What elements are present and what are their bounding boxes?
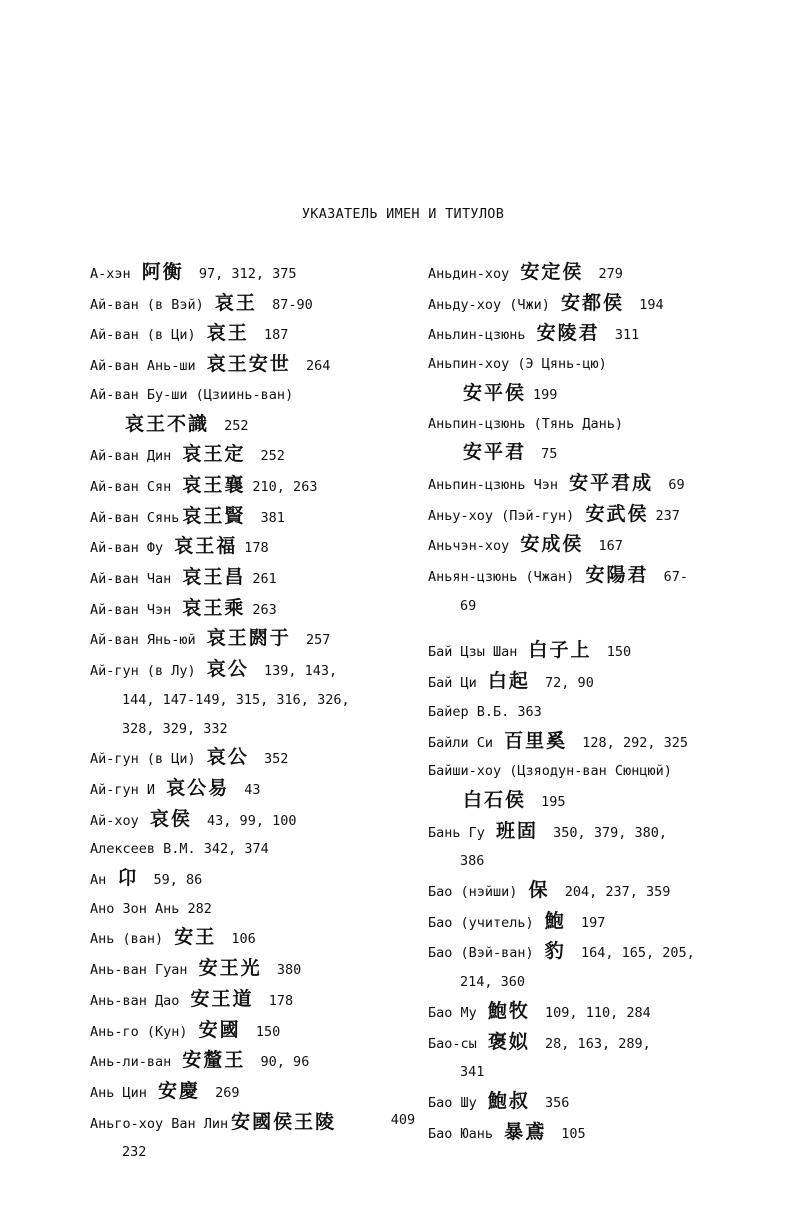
index-entry-continuation: [428, 379, 758, 410]
entry-name: Аньлин-цзюнь: [428, 327, 534, 344]
entry-name: Ай-ван (в Ци): [90, 327, 204, 344]
index-entry: [428, 817, 758, 848]
index-entry: [428, 289, 758, 320]
entry-name: 214, 360: [460, 974, 526, 991]
entry-chinese-characters: 哀王不識: [125, 412, 210, 435]
entry-page-refs: 75: [533, 446, 558, 463]
entry-chinese-characters: 哀公: [206, 746, 249, 769]
entry-name: Аньпин-хоу (Э Цянь-цю): [428, 356, 607, 373]
index-entry: [428, 937, 758, 968]
entry-name: Байер В.Б. 363: [428, 703, 542, 720]
entry-name: Ай-ван Дин: [90, 448, 180, 465]
entry-page-refs: 164, 165, 205,: [572, 945, 695, 962]
index-entry: [428, 530, 758, 561]
index-entry-continuation: [428, 968, 758, 997]
index-entry: [90, 624, 430, 655]
entry-name: Ай-ван Янь-юй: [90, 632, 204, 649]
entry-name: 328, 329, 332: [122, 720, 228, 737]
entry-page-refs: 269: [207, 1084, 240, 1101]
entry-chinese-characters: 哀王賢: [182, 504, 246, 527]
entry-page-refs: 69: [660, 476, 685, 493]
entry-chinese-characters: 安國: [198, 1018, 241, 1041]
index-entry: [428, 319, 758, 350]
index-entry: [428, 636, 758, 667]
entry-page-refs: 204, 237, 359: [556, 884, 671, 901]
entry-chinese-characters: 哀公: [206, 658, 249, 681]
entry-name: Ань (ван): [90, 931, 172, 948]
entry-name: 69: [460, 597, 477, 614]
entry-name: Аньпин-цзюнь (Тянь Дань): [428, 415, 624, 432]
index-entry-continuation: [90, 686, 430, 715]
index-entry: [428, 469, 758, 500]
index-entry: [90, 923, 430, 954]
entry-chinese-characters: 鮑: [544, 909, 566, 932]
entry-chinese-characters: 白石侯: [463, 788, 527, 811]
index-entry-continuation: [428, 847, 758, 876]
entry-page-refs: 128, 292, 325: [574, 734, 688, 751]
entry-chinese-characters: 哀公易: [166, 776, 230, 799]
entry-page-refs: 109, 110, 284: [536, 1004, 651, 1021]
entry-chinese-characters: 安武侯: [585, 502, 649, 525]
entry-page-refs: 67-: [655, 569, 688, 586]
entry-page-refs: 59, 86: [145, 872, 203, 889]
entry-page-refs: 352: [255, 751, 289, 768]
entry-page-refs: 261: [252, 571, 277, 588]
index-entry: [90, 532, 430, 563]
index-entry: [90, 289, 430, 320]
entry-chinese-characters: 班固: [496, 819, 539, 842]
entry-chinese-characters: 褒姒: [487, 1030, 530, 1053]
entry-page-refs: 72, 90: [536, 675, 594, 692]
index-entry: [90, 1046, 430, 1077]
entry-name: Аньу-хоу (Пэй-гун): [428, 507, 583, 524]
entry-name: Байши-хоу (Цзяодун-ван Сюнцюй): [428, 763, 672, 780]
index-entry: [90, 1016, 430, 1047]
index-entry: [428, 667, 758, 698]
index-entry: [428, 727, 758, 758]
index-entry: [90, 563, 430, 594]
entry-page-refs: 252: [216, 417, 249, 434]
entry-name: Аньпин-цзюнь Чэн: [428, 476, 567, 493]
entry-name: Бао Шу: [428, 1094, 485, 1111]
entry-name: Ань Цин: [90, 1084, 156, 1101]
entry-page-refs: 264: [297, 358, 331, 375]
index-entry: [90, 440, 430, 471]
entry-page-refs: 195: [533, 793, 566, 810]
entry-page-refs: 252: [252, 448, 285, 465]
index-entry-continuation: [428, 786, 758, 817]
entry-chinese-characters: 安定侯: [520, 261, 584, 283]
entry-chinese-characters: 鮑叔: [487, 1089, 530, 1112]
entry-chinese-characters: 卬: [117, 867, 139, 890]
index-entry: [428, 500, 758, 531]
entry-chinese-characters: 安國侯王陵: [231, 1110, 337, 1133]
entry-chinese-characters: 安王光: [198, 957, 262, 980]
index-entry: [90, 1077, 430, 1108]
entry-chinese-characters: 哀王襄: [182, 473, 246, 496]
entry-page-refs: 356: [536, 1094, 570, 1111]
index-entry: [90, 805, 430, 836]
entry-page-refs: 178: [260, 992, 294, 1009]
entry-page-refs: 150: [598, 644, 632, 661]
page-number: 409: [390, 1112, 416, 1128]
entry-name: 232: [122, 1144, 147, 1161]
entry-chinese-characters: 安平侯: [463, 381, 527, 404]
index-entry: [428, 698, 758, 727]
index-entry-continuation: [90, 715, 430, 744]
entry-name: Ай-ван Ань-ши: [90, 358, 204, 375]
entry-name: Аньго-хоу Ван Лин: [90, 1115, 229, 1132]
entry-name: 341: [460, 1064, 485, 1081]
index-entry-continuation: [90, 410, 430, 441]
index-entry: [90, 743, 430, 774]
index-entry: [90, 319, 430, 350]
entry-name: Аньду-хоу (Чжи): [428, 296, 559, 313]
index-entry: [90, 985, 430, 1016]
entry-chinese-characters: 哀王定: [182, 443, 246, 466]
entry-chinese-characters: 安王道: [190, 987, 254, 1010]
entry-page-refs: 187: [255, 327, 289, 344]
entry-chinese-characters: 保: [528, 879, 550, 902]
entry-page-refs: 257: [297, 632, 331, 649]
entry-name: Бай Цзы Шан: [428, 644, 526, 661]
index-entry: [90, 502, 430, 533]
entry-page-refs: 105: [553, 1125, 586, 1142]
index-entry: [90, 835, 430, 864]
entry-page-refs: 90, 96: [252, 1054, 310, 1071]
entry-name: Алексеев В.М. 342, 374: [90, 841, 269, 858]
index-entry-continuation: [428, 592, 758, 621]
entry-page-refs: 150: [247, 1023, 281, 1040]
entry-page-refs: 350, 379, 380,: [545, 824, 667, 841]
entry-chinese-characters: 安陵君: [536, 322, 600, 345]
entry-name: Ай-ван Фу: [90, 540, 172, 557]
entry-chinese-characters: 哀王閼于: [206, 627, 291, 650]
entry-name: Бай Ци: [428, 675, 485, 692]
entry-name: Ай-гун (в Лу): [90, 663, 204, 680]
entry-name: Ай-ван Чан: [90, 571, 180, 588]
entry-name: Бао (нэйши): [428, 884, 526, 901]
index-entry-continuation: [428, 1058, 758, 1087]
entry-chinese-characters: 哀王: [206, 322, 249, 345]
entry-name: 144, 147-149, 315, 316, 326,: [122, 691, 350, 708]
entry-page-refs: 97, 312, 375: [190, 266, 297, 282]
index-entry: [90, 655, 430, 686]
entry-page-refs: 87-90: [263, 296, 313, 313]
entry-name: Ань-ли-ван: [90, 1054, 180, 1071]
entry-chinese-characters: 安平君: [463, 441, 527, 464]
entry-name: Байли Си: [428, 734, 502, 751]
index-entry: [90, 774, 430, 805]
index-entry: [428, 561, 758, 592]
entry-name: Ай-гун И: [90, 781, 164, 798]
index-column-right: [428, 258, 758, 1148]
entry-name: Бао (учитель): [428, 914, 542, 931]
entry-name: Ань-ван Дао: [90, 992, 188, 1009]
index-entry: [428, 1028, 758, 1059]
index-column-left: [90, 258, 430, 1167]
entry-chinese-characters: 阿衡: [141, 261, 184, 283]
entry-chinese-characters: 百里奚: [504, 729, 568, 752]
entry-chinese-characters: 安王: [174, 926, 217, 949]
entry-page-refs: 237: [655, 507, 680, 524]
entry-name: Бань Гу: [428, 824, 494, 841]
entry-chinese-characters: 鮑牧: [487, 999, 530, 1022]
entry-chinese-characters: 安都侯: [561, 291, 625, 314]
index-entry: [90, 258, 430, 289]
index-entry: [90, 350, 430, 381]
index-entry: [90, 381, 430, 410]
index-entry: [90, 864, 430, 895]
entry-chinese-characters: 安釐王: [182, 1049, 246, 1072]
entry-name: Ай-ван Сян: [90, 478, 180, 495]
entry-page-refs: 197: [572, 914, 606, 931]
index-entry: [90, 594, 430, 625]
index-entry: [90, 954, 430, 985]
entry-page-refs: 279: [590, 266, 623, 282]
entry-page-refs: 28, 163, 289,: [536, 1035, 651, 1052]
entry-name: Ань-ван Гуан: [90, 962, 196, 979]
entry-name: Ань-го (Кун): [90, 1023, 196, 1040]
entry-name: Аньян-цзюнь (Чжан): [428, 569, 583, 586]
entry-name: Ан: [90, 872, 115, 889]
entry-chinese-characters: 哀王昌: [182, 566, 246, 589]
entry-name: Ай-ван Бу-ши (Цзиинь-ван): [90, 386, 294, 403]
entry-page-refs: 199: [533, 386, 558, 403]
index-entry: [428, 907, 758, 938]
index-entry-continuation: [428, 438, 758, 469]
index-entry: [90, 895, 430, 924]
section-gap: [428, 620, 758, 636]
index-entry: [428, 997, 758, 1028]
entry-name: Аньдин-хоу: [428, 266, 518, 282]
entry-page-refs: 106: [223, 931, 256, 948]
entry-name: Бао Му: [428, 1004, 485, 1021]
entry-page-refs: 139, 143,: [255, 663, 338, 680]
entry-page-refs: 210, 263: [252, 478, 318, 495]
entry-chinese-characters: 暴鳶: [504, 1120, 547, 1143]
index-entry-continuation: [90, 1138, 430, 1167]
entry-name: Ай-хоу: [90, 812, 147, 829]
entry-name: Ай-ван (в Вэй): [90, 296, 212, 313]
entry-chinese-characters: 豹: [544, 940, 566, 963]
entry-chinese-characters: 哀王福: [174, 535, 238, 558]
entry-chinese-characters: 哀侯: [149, 807, 192, 830]
index-entry: [428, 410, 758, 439]
entry-chinese-characters: 白子上: [528, 639, 592, 662]
entry-page-refs: 381: [252, 509, 285, 526]
entry-chinese-characters: 安成侯: [520, 533, 584, 556]
entry-page-refs: 380: [268, 962, 302, 979]
entry-name: Ай-гун (в Ци): [90, 751, 204, 768]
entry-name: Бао-сы: [428, 1035, 485, 1052]
index-entry: [428, 876, 758, 907]
entry-name: Ано Зон Ань 282: [90, 900, 212, 917]
entry-chinese-characters: 哀王: [214, 291, 257, 314]
index-entry: [428, 350, 758, 379]
entry-page-refs: 311: [606, 327, 640, 344]
entry-chinese-characters: 安慶: [158, 1079, 201, 1102]
entry-page-refs: 194: [631, 296, 664, 313]
entry-page-refs: 167: [590, 538, 623, 555]
index-entry: [428, 757, 758, 786]
entry-name: Бао (Вэй-ван): [428, 945, 542, 962]
entry-chinese-characters: 白起: [487, 670, 530, 693]
entry-page-refs: 178: [244, 540, 269, 557]
entry-name: Ай-ван Чэн: [90, 601, 180, 618]
entry-name: А-хэн: [90, 266, 139, 282]
entry-name: Аньчэн-хоу: [428, 538, 518, 555]
entry-chinese-characters: 哀王安世: [206, 353, 291, 376]
entry-name: Бао Юань: [428, 1125, 502, 1142]
entry-page-refs: 43: [236, 781, 261, 798]
entry-page-refs: 263: [252, 601, 277, 618]
entry-chinese-characters: 安陽君: [585, 564, 649, 587]
page-title: УКАЗАТЕЛЬ ИМЕН И ТИТУЛОВ: [301, 206, 505, 222]
entry-name: 386: [460, 853, 485, 870]
entry-name: Ай-ван Сянь: [90, 509, 180, 526]
index-entry: [428, 258, 758, 289]
index-entry: [90, 471, 430, 502]
entry-page-refs: 43, 99, 100: [198, 812, 297, 829]
entry-chinese-characters: 安平君成: [569, 471, 654, 494]
entry-chinese-characters: 哀王乘: [182, 596, 246, 619]
